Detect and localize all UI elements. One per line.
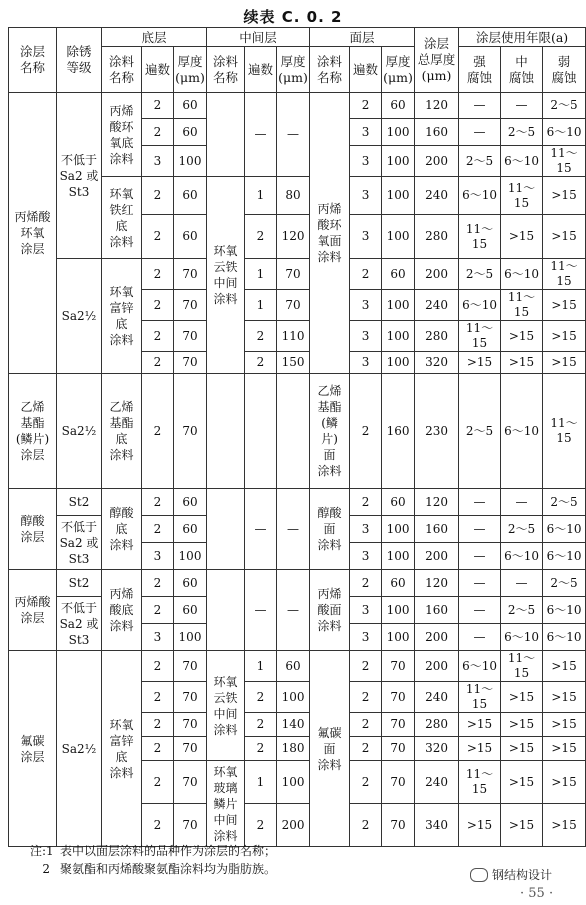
base-thickness: 60	[174, 119, 207, 146]
base-thickness: 70	[174, 713, 207, 737]
base-passes: 2	[142, 682, 174, 713]
base-passes: 3	[142, 543, 174, 570]
mid-passes	[245, 374, 277, 489]
surface-passes: 2	[350, 737, 382, 761]
strong-corrosion-life: 6～10	[459, 290, 501, 321]
header-weak-corrosion: 弱 腐蚀	[543, 47, 586, 93]
base-thickness: 70	[174, 321, 207, 352]
table-row	[9, 374, 586, 489]
base-paint: 环氧 铁红 底 涂料	[102, 177, 142, 259]
medium-corrosion-life: —	[501, 93, 543, 119]
weak-corrosion-life: 6～10	[543, 543, 586, 570]
mid-passes: 2	[245, 352, 277, 374]
surface-thickness: 60	[382, 259, 415, 290]
mid-thickness: —	[277, 489, 310, 570]
base-thickness: 60	[174, 489, 207, 516]
base-passes: 2	[142, 374, 174, 489]
base-thickness: 60	[174, 177, 207, 215]
surface-thickness: 70	[382, 804, 415, 847]
weak-corrosion-life: >15	[543, 682, 586, 713]
base-paint: 丙烯 酸环 氧底 涂料	[102, 93, 142, 177]
note-2: 聚氨酯和丙烯酸聚氨酯涂料均为脂肪族。	[60, 862, 277, 876]
rust-grade: 不低于 Sa2 或 St3	[57, 516, 102, 570]
strong-corrosion-life: —	[459, 489, 501, 516]
total-thickness: 340	[415, 804, 459, 847]
medium-corrosion-life: >15	[501, 215, 543, 259]
base-thickness: 70	[174, 651, 207, 682]
surface-passes: 3	[350, 215, 382, 259]
base-passes: 2	[142, 352, 174, 374]
weak-corrosion-life: >15	[543, 290, 586, 321]
header-passes: 遍数	[245, 47, 277, 93]
mid-passes: 2	[245, 713, 277, 737]
surface-thickness: 60	[382, 93, 415, 119]
total-thickness: 160	[415, 516, 459, 543]
surface-passes: 2	[350, 682, 382, 713]
weak-corrosion-life: >15	[543, 215, 586, 259]
surface-thickness: 100	[382, 321, 415, 352]
mid-thickness: 70	[277, 259, 310, 290]
mid-thickness: 120	[277, 215, 310, 259]
total-thickness: 200	[415, 651, 459, 682]
header-medium-corrosion: 中 腐蚀	[501, 47, 543, 93]
base-passes: 2	[142, 597, 174, 624]
surface-passes: 3	[350, 516, 382, 543]
coating-name: 醇酸 涂层	[9, 489, 57, 570]
strong-corrosion-life: —	[459, 119, 501, 146]
weak-corrosion-life: 6～10	[543, 624, 586, 651]
header-rust-grade: 除锈 等级	[57, 28, 102, 93]
surface-passes: 2	[350, 804, 382, 847]
total-thickness: 120	[415, 489, 459, 516]
surface-passes: 3	[350, 624, 382, 651]
base-thickness: 60	[174, 215, 207, 259]
surface-thickness: 60	[382, 489, 415, 516]
strong-corrosion-life: —	[459, 624, 501, 651]
weak-corrosion-life: 2～5	[543, 93, 586, 119]
total-thickness: 240	[415, 682, 459, 713]
base-passes: 2	[142, 713, 174, 737]
strong-corrosion-life: 2～5	[459, 374, 501, 489]
watermark-text: 钢结构设计	[492, 868, 553, 882]
total-thickness: 240	[415, 177, 459, 215]
total-thickness: 280	[415, 215, 459, 259]
total-thickness: 160	[415, 597, 459, 624]
page-title: 续表 C. 0. 2	[243, 8, 343, 26]
base-thickness: 70	[174, 352, 207, 374]
strong-corrosion-life: >15	[459, 352, 501, 374]
mid-passes: —	[245, 489, 277, 570]
surface-thickness: 60	[382, 570, 415, 597]
mid-paint	[207, 93, 245, 177]
rust-grade: St2	[57, 489, 102, 516]
base-passes: 2	[142, 516, 174, 543]
weak-corrosion-life: >15	[543, 651, 586, 682]
base-thickness: 70	[174, 804, 207, 847]
medium-corrosion-life: >15	[501, 352, 543, 374]
header-service-life: 涂层使用年限(a)	[459, 28, 586, 47]
header-surface-layer: 面层	[310, 28, 415, 47]
base-passes: 2	[142, 119, 174, 146]
table-row	[9, 259, 586, 290]
weak-corrosion-life: >15	[543, 761, 586, 804]
weak-corrosion-life: 2～5	[543, 570, 586, 597]
header-paint-name: 涂料 名称	[102, 47, 142, 93]
surface-passes: 2	[350, 489, 382, 516]
total-thickness: 200	[415, 146, 459, 177]
weak-corrosion-life: >15	[543, 737, 586, 761]
rust-grade: Sa2½	[57, 259, 102, 374]
base-passes: 2	[142, 290, 174, 321]
surface-thickness: 70	[382, 713, 415, 737]
note-2-number: 2	[42, 862, 50, 876]
rust-grade: 不低于 Sa2 或 St3	[57, 93, 102, 259]
header-base-layer: 底层	[102, 28, 207, 47]
surface-passes: 2	[350, 570, 382, 597]
surface-thickness: 70	[382, 761, 415, 804]
surface-thickness: 100	[382, 215, 415, 259]
medium-corrosion-life: 6～10	[501, 624, 543, 651]
base-passes: 2	[142, 651, 174, 682]
rust-grade: Sa2½	[57, 374, 102, 489]
mid-thickness: 140	[277, 713, 310, 737]
medium-corrosion-life: 2～5	[501, 516, 543, 543]
page-number: · 55 ·	[520, 886, 554, 901]
strong-corrosion-life: —	[459, 543, 501, 570]
mid-thickness	[277, 374, 310, 489]
rust-grade: Sa2½	[57, 651, 102, 847]
weak-corrosion-life: >15	[543, 177, 586, 215]
weak-corrosion-life: 6～10	[543, 516, 586, 543]
strong-corrosion-life: 2～5	[459, 259, 501, 290]
weak-corrosion-life: 11～15	[543, 259, 586, 290]
total-thickness: 240	[415, 290, 459, 321]
table-notes	[30, 842, 276, 878]
weak-corrosion-life: 6～10	[543, 119, 586, 146]
medium-corrosion-life: 11～15	[501, 651, 543, 682]
surface-passes: 3	[350, 597, 382, 624]
base-paint: 环氧 富锌 底 涂料	[102, 259, 142, 374]
rust-grade: 不低于 Sa2 或 St3	[57, 597, 102, 651]
mid-thickness: 200	[277, 804, 310, 847]
surface-paint: 丙烯 酸面 涂料	[310, 570, 350, 651]
header-paint-name: 涂料 名称	[310, 47, 350, 93]
table-row	[9, 489, 586, 516]
base-paint: 醇酸 底 涂料	[102, 489, 142, 570]
base-passes: 2	[142, 489, 174, 516]
wechat-icon	[470, 868, 488, 882]
weak-corrosion-life: >15	[543, 321, 586, 352]
medium-corrosion-life: >15	[501, 321, 543, 352]
strong-corrosion-life: —	[459, 597, 501, 624]
note-1: 表中以面层涂料的品种作为涂层的名称；	[60, 844, 277, 858]
mid-thickness: 180	[277, 737, 310, 761]
surface-thickness: 100	[382, 516, 415, 543]
mid-thickness: 110	[277, 321, 310, 352]
base-thickness: 70	[174, 290, 207, 321]
base-paint: 环氧 富锌 底 涂料	[102, 651, 142, 847]
mid-passes: 2	[245, 215, 277, 259]
total-thickness: 120	[415, 570, 459, 597]
surface-passes: 3	[350, 321, 382, 352]
strong-corrosion-life: 11～15	[459, 321, 501, 352]
mid-passes: —	[245, 93, 277, 177]
surface-thickness: 100	[382, 597, 415, 624]
surface-thickness: 100	[382, 177, 415, 215]
base-thickness: 100	[174, 624, 207, 651]
medium-corrosion-life: 2～5	[501, 597, 543, 624]
mid-passes: 1	[245, 651, 277, 682]
header-thickness: 厚度 (μm)	[277, 47, 310, 93]
surface-paint: 醇酸 面 涂料	[310, 489, 350, 570]
surface-thickness: 100	[382, 352, 415, 374]
base-passes: 2	[142, 259, 174, 290]
base-passes: 2	[142, 804, 174, 847]
medium-corrosion-life: 6～10	[501, 543, 543, 570]
total-thickness: 240	[415, 761, 459, 804]
surface-passes: 3	[350, 352, 382, 374]
mid-paint	[207, 570, 245, 651]
header-coating-name: 涂层 名称	[9, 28, 57, 93]
strong-corrosion-life: 2～5	[459, 146, 501, 177]
total-thickness: 160	[415, 119, 459, 146]
header-thickness: 厚度 (μm)	[174, 47, 207, 93]
surface-thickness: 100	[382, 290, 415, 321]
strong-corrosion-life: 11～15	[459, 682, 501, 713]
total-thickness: 120	[415, 93, 459, 119]
base-passes: 2	[142, 761, 174, 804]
coating-name: 乙烯 基酯 (鳞片) 涂层	[9, 374, 57, 489]
surface-thickness: 70	[382, 682, 415, 713]
mid-thickness: 70	[277, 290, 310, 321]
medium-corrosion-life: 2～5	[501, 119, 543, 146]
header-strong-corrosion: 强 腐蚀	[459, 47, 501, 93]
mid-paint: 环氧 云铁 中间 涂料	[207, 651, 245, 761]
surface-passes: 2	[350, 761, 382, 804]
rust-grade: St2	[57, 570, 102, 597]
weak-corrosion-life: >15	[543, 352, 586, 374]
strong-corrosion-life: 11～15	[459, 215, 501, 259]
mid-thickness: 60	[277, 651, 310, 682]
surface-passes: 3	[350, 177, 382, 215]
surface-passes: 2	[350, 651, 382, 682]
base-thickness: 60	[174, 597, 207, 624]
base-passes: 2	[142, 215, 174, 259]
base-paint: 丙烯 酸底 涂料	[102, 570, 142, 651]
strong-corrosion-life: —	[459, 570, 501, 597]
coating-spec-table	[8, 27, 586, 847]
total-thickness: 200	[415, 543, 459, 570]
total-thickness: 200	[415, 624, 459, 651]
weak-corrosion-life: >15	[543, 713, 586, 737]
mid-passes: 1	[245, 761, 277, 804]
mid-thickness: —	[277, 93, 310, 177]
medium-corrosion-life: 11～15	[501, 290, 543, 321]
surface-thickness: 100	[382, 624, 415, 651]
medium-corrosion-life: 11～15	[501, 177, 543, 215]
surface-passes: 3	[350, 146, 382, 177]
weak-corrosion-life: 11～15	[543, 374, 586, 489]
header-middle-layer: 中间层	[207, 28, 310, 47]
medium-corrosion-life: 6～10	[501, 259, 543, 290]
mid-paint	[207, 374, 245, 489]
medium-corrosion-life: >15	[501, 682, 543, 713]
total-thickness: 320	[415, 352, 459, 374]
strong-corrosion-life: 6～10	[459, 177, 501, 215]
surface-paint: 丙烯 酸环 氧面 涂料	[310, 93, 350, 374]
weak-corrosion-life: 11～15	[543, 146, 586, 177]
surface-thickness: 100	[382, 543, 415, 570]
medium-corrosion-life: —	[501, 489, 543, 516]
coating-name: 氟碳 涂层	[9, 651, 57, 847]
surface-passes: 2	[350, 713, 382, 737]
coating-name: 丙烯酸 环氧 涂层	[9, 93, 57, 374]
mid-thickness: —	[277, 570, 310, 651]
base-passes: 3	[142, 624, 174, 651]
mid-passes: 2	[245, 321, 277, 352]
surface-paint: 乙烯 基酯 (鳞 片) 面 涂料	[310, 374, 350, 489]
header-total-thickness: 涂层 总厚度 (μm)	[415, 28, 459, 93]
surface-thickness: 100	[382, 119, 415, 146]
mid-paint	[207, 489, 245, 570]
header-passes: 遍数	[350, 47, 382, 93]
total-thickness: 230	[415, 374, 459, 489]
total-thickness: 200	[415, 259, 459, 290]
strong-corrosion-life: >15	[459, 737, 501, 761]
surface-thickness: 100	[382, 146, 415, 177]
medium-corrosion-life: —	[501, 570, 543, 597]
total-thickness: 280	[415, 713, 459, 737]
note-label: 注:1	[30, 844, 54, 858]
weak-corrosion-life: 2～5	[543, 489, 586, 516]
mid-thickness: 100	[277, 761, 310, 804]
base-passes: 2	[142, 737, 174, 761]
total-thickness: 280	[415, 321, 459, 352]
base-thickness: 60	[174, 570, 207, 597]
base-thickness: 70	[174, 761, 207, 804]
strong-corrosion-life: >15	[459, 713, 501, 737]
surface-passes: 2	[350, 259, 382, 290]
surface-passes: 2	[350, 93, 382, 119]
weak-corrosion-life: >15	[543, 804, 586, 847]
base-thickness: 70	[174, 682, 207, 713]
medium-corrosion-life: 6～10	[501, 374, 543, 489]
strong-corrosion-life: 11～15	[459, 761, 501, 804]
base-passes: 2	[142, 570, 174, 597]
mid-passes: 1	[245, 177, 277, 215]
surface-passes: 3	[350, 543, 382, 570]
base-thickness: 100	[174, 543, 207, 570]
coating-name: 丙烯酸 涂层	[9, 570, 57, 651]
weak-corrosion-life: 6～10	[543, 597, 586, 624]
header-passes: 遍数	[142, 47, 174, 93]
base-passes: 3	[142, 146, 174, 177]
mid-passes: 2	[245, 804, 277, 847]
table-row	[9, 93, 586, 119]
surface-thickness: 70	[382, 737, 415, 761]
base-passes: 2	[142, 177, 174, 215]
strong-corrosion-life: >15	[459, 804, 501, 847]
mid-passes: 2	[245, 737, 277, 761]
strong-corrosion-life: 6～10	[459, 651, 501, 682]
header-paint-name: 涂料 名称	[207, 47, 245, 93]
medium-corrosion-life: 6～10	[501, 146, 543, 177]
header-thickness: 厚度 (μm)	[382, 47, 415, 93]
base-thickness: 60	[174, 516, 207, 543]
base-thickness: 100	[174, 146, 207, 177]
strong-corrosion-life: —	[459, 93, 501, 119]
mid-thickness: 80	[277, 177, 310, 215]
mid-passes: 1	[245, 259, 277, 290]
table-row	[9, 570, 586, 597]
mid-paint: 环氧 玻璃 鳞片 中间 涂料	[207, 761, 245, 847]
table-row	[9, 651, 586, 682]
surface-passes: 3	[350, 119, 382, 146]
medium-corrosion-life: >15	[501, 737, 543, 761]
medium-corrosion-life: >15	[501, 804, 543, 847]
mid-thickness: 150	[277, 352, 310, 374]
surface-thickness: 160	[382, 374, 415, 489]
mid-passes: 2	[245, 682, 277, 713]
base-thickness: 60	[174, 93, 207, 119]
surface-passes: 3	[350, 290, 382, 321]
base-thickness: 70	[174, 259, 207, 290]
mid-thickness: 100	[277, 682, 310, 713]
base-passes: 2	[142, 321, 174, 352]
surface-thickness: 70	[382, 651, 415, 682]
surface-paint: 氟碳 面 涂料	[310, 651, 350, 847]
watermark	[470, 866, 552, 883]
surface-passes: 2	[350, 374, 382, 489]
strong-corrosion-life: —	[459, 516, 501, 543]
total-thickness: 320	[415, 737, 459, 761]
base-thickness: 70	[174, 737, 207, 761]
mid-passes: 1	[245, 290, 277, 321]
base-thickness: 70	[174, 374, 207, 489]
base-passes: 2	[142, 93, 174, 119]
mid-paint: 环氧 云铁 中间 涂料	[207, 177, 245, 374]
base-paint: 乙烯 基酯 底 涂料	[102, 374, 142, 489]
medium-corrosion-life: >15	[501, 713, 543, 737]
medium-corrosion-life: >15	[501, 761, 543, 804]
mid-passes: —	[245, 570, 277, 651]
